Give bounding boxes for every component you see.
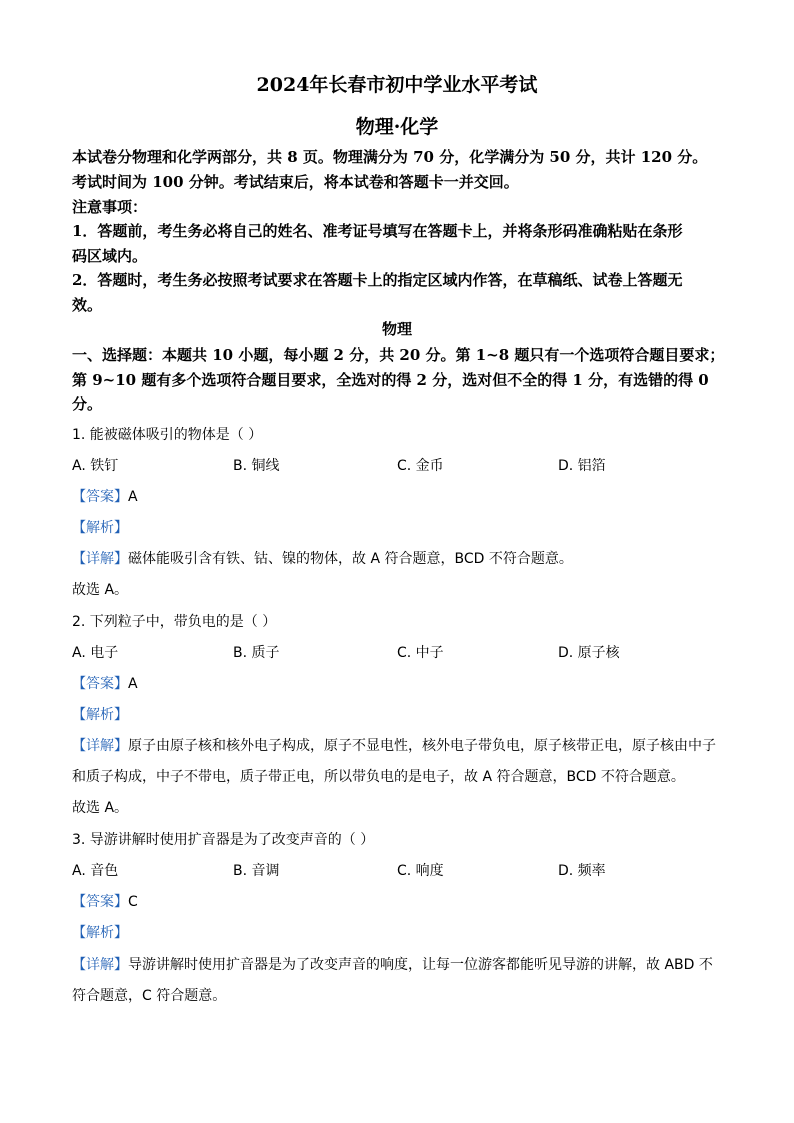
notice-1-line-2: 码区域内。 [72, 247, 148, 265]
option-a: A. 铁钉 [72, 458, 119, 474]
option-c: C. 金币 [397, 458, 444, 474]
option-d: D. 频率 [558, 863, 606, 879]
section-heading-line-3: 分。 [72, 395, 103, 413]
analysis-line [72, 922, 128, 942]
question-stem: 2. 下列粒子中，带负电的是（ ） [72, 614, 277, 630]
analysis-line [72, 704, 128, 724]
conclusion-line: 故选 A。 [72, 582, 129, 598]
detail-line [72, 954, 713, 974]
detail-text-continued: 符合题意，C 符合题意。 [72, 988, 227, 1004]
answer-tag: 【答案】 [72, 489, 128, 505]
option-a: A. 音色 [72, 863, 119, 879]
answer-value: A [128, 676, 138, 692]
option-b: B. 音调 [233, 863, 280, 879]
answer-value: C [128, 894, 138, 910]
detail-line [72, 735, 716, 755]
detail-text: 磁体能吸引含有铁、钴、镍的物体，故 A 符合题意，BCD 不符合题意。 [128, 551, 573, 567]
analysis-tag: 【解析】 [72, 520, 128, 536]
detail-tag: 【详解】 [72, 738, 128, 754]
conclusion-line: 故选 A。 [72, 800, 129, 816]
answer-tag: 【答案】 [72, 894, 128, 910]
analysis-line [72, 517, 128, 537]
option-c: C. 中子 [397, 645, 444, 661]
option-d: D. 原子核 [558, 645, 620, 661]
answer-value: A [128, 489, 138, 505]
detail-text: 导游讲解时使用扩音器是为了改变声音的响度，让每一位游客都能听见导游的讲解，故 ABD 不 [128, 957, 713, 973]
page-title: 2024年长春市初中学业水平考试 [256, 74, 538, 96]
question-options [72, 860, 732, 882]
answer-line [72, 673, 138, 693]
notice-1-line-1: 1．答题前，考生务必将自己的姓名、准考证号填写在答题卡上，并将条形码准确粘贴在条形 [72, 222, 683, 240]
option-a: A. 电子 [72, 645, 119, 661]
notice-2-line-1: 2．答题时，考生务必按照考试要求在答题卡上的指定区域内作答，在草稿纸、试卷上答题无 [72, 271, 683, 289]
notice-title: 注意事项： [72, 198, 148, 216]
question-stem: 1. 能被磁体吸引的物体是（ ） [72, 427, 263, 443]
intro-line-2: 考试时间为 100 分钟。考试结束后，将本试卷和答题卡一并交回。 [72, 173, 519, 191]
option-d: D. 铝箔 [558, 458, 606, 474]
detail-tag: 【详解】 [72, 957, 128, 973]
notice-2-line-2: 效。 [72, 296, 103, 314]
question-options [72, 642, 732, 664]
answer-tag: 【答案】 [72, 676, 128, 692]
option-b: B. 质子 [233, 645, 280, 661]
section-heading-line-1: 一、选择题：本题共 10 小题，每小题 2 分，共 20 分。第 1~8 题只有一个选项符合题目要求； [72, 346, 725, 364]
analysis-tag: 【解析】 [72, 925, 128, 941]
page-subtitle: 物理·化学 [355, 116, 439, 138]
detail-text: 原子由原子核和核外电子构成，原子不显电性，核外电子带负电，原子核带正电，原子核由中子 [128, 738, 716, 754]
section-title: 物理 [381, 320, 412, 338]
answer-line [72, 891, 138, 911]
option-c: C. 响度 [397, 863, 444, 879]
detail-tag: 【详解】 [72, 551, 128, 567]
detail-line [72, 548, 573, 568]
intro-line-1: 本试卷分物理和化学两部分，共 8 页。物理满分为 70 分，化学满分为 50 分，共计 120 分。 [72, 148, 708, 166]
question-options [72, 455, 732, 477]
analysis-tag: 【解析】 [72, 707, 128, 723]
answer-line [72, 486, 138, 506]
option-b: B. 铜线 [233, 458, 280, 474]
question-stem: 3. 导游讲解时使用扩音器是为了改变声音的（ ） [72, 832, 375, 848]
section-heading-line-2: 第 9~10 题有多个选项符合题目要求，全选对的得 2 分，选对但不全的得 1 分，有选错的得 0 [72, 371, 709, 389]
detail-text-continued: 和质子构成，中子不带电，质子带正电，所以带负电的是电子，故 A 符合题意，BCD 不符合题意。 [72, 769, 685, 785]
